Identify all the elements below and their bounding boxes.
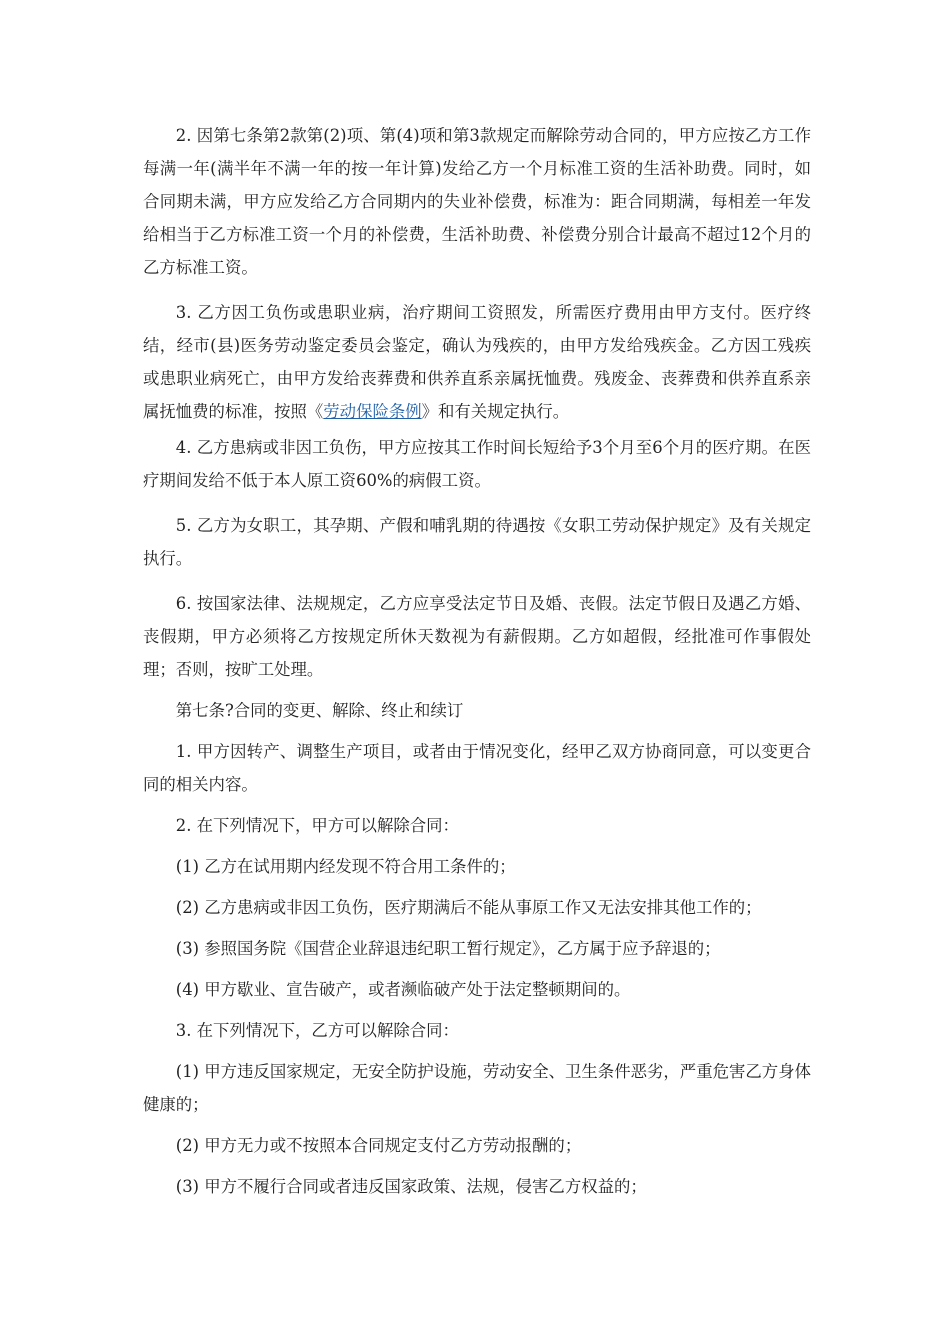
paragraph-contract-change: 1. 甲方因转产、调整生产项目，或者由于情况变化，经甲乙双方协商同意，可以变更合同的相关内容。 bbox=[143, 742, 811, 794]
list-item-safety: (1) 甲方违反国家规定，无安全防护设施，劳动安全、卫生条件恶劣，严重危害乙方身体健康的； bbox=[143, 1062, 811, 1114]
paragraph-sick-leave: 4. 乙方患病或非因工负伤，甲方应按其工作时间长短给予3个月至6个月的医疗期。在医疗期间发给不低于本人原工资60%的病假工资。 bbox=[143, 438, 811, 490]
list-item-medical-period: (2) 乙方患病或非因工负伤，医疗期满后不能从事原工作又无法安排其他工作的； bbox=[175, 898, 762, 917]
article-seven-heading: 第七条?合同的变更、解除、终止和续订 bbox=[175, 701, 464, 720]
list-item-rights-violation: (3) 甲方不履行合同或者违反国家政策、法规，侵害乙方权益的； bbox=[175, 1177, 647, 1196]
paragraph-work-injury-tail: 》和有关规定执行。 bbox=[421, 402, 570, 421]
paragraph-work-injury bbox=[143, 296, 811, 428]
list-item-probation: (1) 乙方在试用期内经发现不符合用工条件的； bbox=[175, 857, 516, 876]
paragraph-work-injury-text: 3. 乙方因工负伤或患职业病，治疗期间工资照发，所需医疗费用由甲方支付。医疗终结，经市(县)医务劳动鉴定委员会鉴定，确认为残疾的，由甲方发给残疾金。乙方因工残疾或患职业病死亡，由甲方发给丧葬费和供养直系亲属抚恤费。残废金、丧葬费和供养直系亲属抚恤费的标准，按照《 bbox=[143, 303, 811, 421]
document-body bbox=[143, 119, 811, 1211]
paragraph-subsidy: 2. 因第七条第2款第(2)项、第(4)项和第3款规定而解除劳动合同的，甲方应按乙方工作每满一年(满半年不满一年的按一年计算)发给乙方一个月标准工资的生活补助费。同时，如合同期未满，甲方应发给乙方合同期内的失业补偿费，标准为：距合同期满，每相差一年发给相当于乙方标准工资一个月的补偿费，生活补助费、补偿费分别合计最高不超过12个月的乙方标准工资。 bbox=[143, 126, 811, 277]
list-item-dismissal: (3) 参照国务院《国营企业辞退违纪职工暂行规定》，乙方属于应予辞退的； bbox=[175, 939, 721, 958]
paragraph-holidays: 6. 按国家法律、法规规定，乙方应享受法定节日及婚、丧假。法定节假日及遇乙方婚、丧假期，甲方必须将乙方按规定所休天数视为有薪假期。乙方如超假，经批准可作事假处理；否则，按旷工处理。 bbox=[143, 594, 811, 679]
paragraph-employer-termination: 2. 在下列情况下，甲方可以解除合同： bbox=[175, 816, 459, 835]
paragraph-employee-termination: 3. 在下列情况下，乙方可以解除合同： bbox=[175, 1021, 459, 1040]
paragraph-female-workers: 5. 乙方为女职工，其孕期、产假和哺乳期的待遇按《女职工劳动保护规定》及有关规定执行。 bbox=[143, 516, 811, 568]
list-item-bankruptcy: (4) 甲方歇业、宣告破产，或者濒临破产处于法定整顿期间的。 bbox=[175, 980, 631, 999]
labor-insurance-regulations-link[interactable]: 劳动保险条例 bbox=[323, 402, 422, 421]
list-item-remuneration: (2) 甲方无力或不按照本合同规定支付乙方劳动报酬的； bbox=[175, 1136, 582, 1155]
